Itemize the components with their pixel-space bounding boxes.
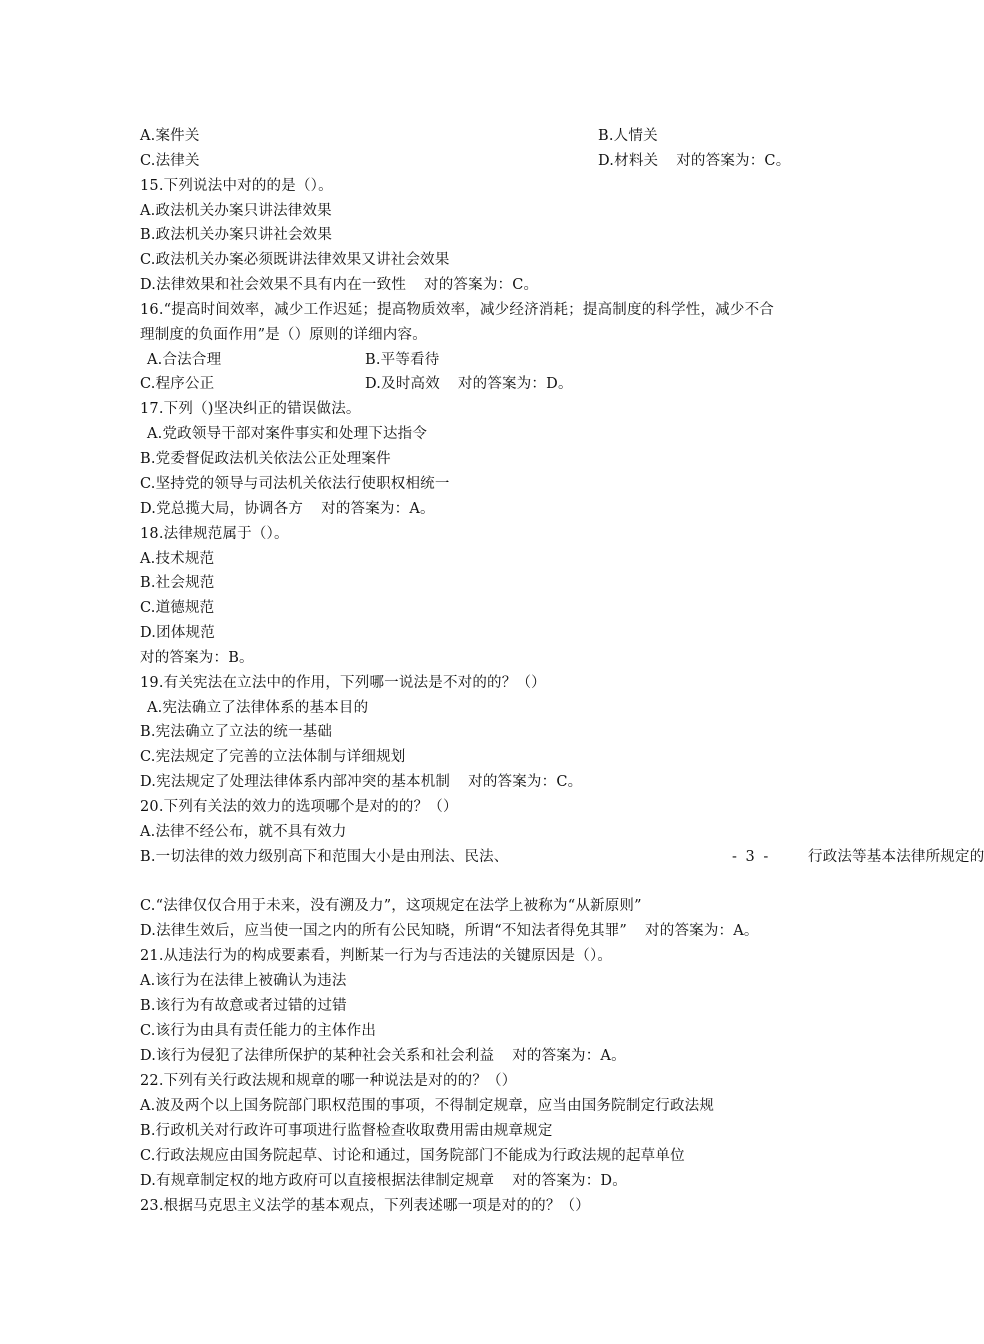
q20-option-b-row (140, 845, 984, 869)
q14-option-d-with-answer (598, 149, 790, 173)
q14-option-row-2 (140, 149, 791, 173)
q18-question: 18.法律规范属于（）。 (140, 526, 289, 542)
q20-question: 20.下列有关法的效力的选项哪个是对的的？（） (140, 799, 458, 815)
q16-option-c: C.程序公正 (140, 376, 215, 392)
q16-question-line-1: 16.“提高时间效率，减少工作迟延；提高物质效率，减少经济消耗；提高制度的科学性，减少不合 (140, 302, 774, 318)
q22-question: 22.下列有关行政法规和规章的哪一种说法是对的的？（） (140, 1073, 517, 1089)
q16-option-d: D.及时高效 (365, 376, 440, 392)
q21-option-b: B.该行为有故意或者过错的过错 (140, 998, 347, 1014)
q20-option-b: B.一切法律的效力级别高下和范围大小是由刑法、民法、 (140, 849, 509, 865)
q17-question: 17.下列（)坚决纠正的错误做法。 (140, 401, 361, 417)
q15-option-b: B.政法机关办案只讲社会效果 (140, 227, 333, 243)
q14-option-c: C.法律关 (140, 153, 200, 169)
q21-option-c: C.该行为由具有责任能力的主体作出 (140, 1023, 377, 1039)
q16-option-b: B.平等看待 (365, 352, 440, 368)
q21-option-d: D.该行为侵犯了法律所保护的某种社会关系和社会利益 (140, 1048, 495, 1064)
q19-option-b: B.宪法确立了立法的统一基础 (140, 724, 333, 740)
q14-option-d: D.材料关 (598, 153, 659, 169)
q18-option-b: B.社会规范 (140, 575, 215, 591)
q17-option-d-row (140, 497, 435, 521)
q15-option-d-row (140, 273, 538, 297)
q17-option-b: B.党委督促政法机关依法公正处理案件 (140, 451, 391, 467)
q15-option-a: A.政法机关办案只讲法律效果 (140, 203, 332, 219)
q15-option-c: C.政法机关办案必须既讲法律效果又讲社会效果 (140, 252, 450, 268)
q18-option-a: A.技术规范 (140, 551, 215, 567)
q17-answer: 对的答案为：A。 (321, 501, 435, 517)
q22-option-a: A.波及两个以上国务院部门职权范围的事项，不得制定规章，应当由国务院制定行政法规 (140, 1098, 715, 1114)
q14-option-b: B.人情关 (598, 128, 658, 144)
q19-option-d: D.宪法规定了处理法律体系内部冲突的基本机制 (140, 774, 451, 790)
q17-option-a: A.党政领导干部对案件事实和处理下达指令 (147, 426, 428, 442)
q19-question: 19.有关宪法在立法中的作用，下列哪一说法是不对的的？（） (140, 675, 546, 691)
q20-option-d-row (140, 919, 759, 943)
q16-option-a: A.合法合理 (147, 352, 222, 368)
q18-option-d: D.团体规范 (140, 625, 215, 641)
q20-option-d: D.法律生效后，应当使一国之内的所有公民知晓，所谓“不知法者得免其罪” (140, 923, 628, 939)
page-number: - 3 - (732, 849, 771, 865)
q19-option-c: C.宪法规定了完善的立法体制与详细规划 (140, 749, 406, 765)
q22-option-c: C.行政法规应由国务院起草、讨论和通过，国务院部门不能成为行政法规的起草单位 (140, 1148, 685, 1164)
q16-question-line-2: 理制度的负面作用”是（）原则的详细内容。 (140, 327, 427, 343)
q19-option-a: A.宪法确立了法律体系的基本目的 (147, 700, 369, 716)
q19-answer: 对的答案为：C。 (468, 774, 583, 790)
q14-answer: 对的答案为：C。 (676, 153, 791, 169)
q21-answer: 对的答案为：A。 (512, 1048, 626, 1064)
q21-option-d-row (140, 1044, 626, 1068)
q17-option-c: C.坚持党的领导与司法机关依法行使职权相统一 (140, 476, 450, 492)
q20-option-b-continued: 行政法等基本法律所规定的 (808, 849, 984, 865)
q22-option-d-row (140, 1169, 627, 1193)
q14-option-a: A.案件关 (140, 128, 200, 144)
q22-option-d: D.有规章制定权的地方政府可以直接根据法律制定规章 (140, 1173, 495, 1189)
q22-answer: 对的答案为：D。 (512, 1173, 627, 1189)
q20-answer: 对的答案为：A。 (645, 923, 759, 939)
q15-question: 15.下列说法中对的的是（）。 (140, 178, 333, 194)
q21-option-a: A.该行为在法律上被确认为违法 (140, 973, 347, 989)
q16-option-d-with-answer (365, 372, 573, 396)
q14-option-row-1 (140, 124, 658, 148)
q17-option-d: D.党总揽大局，协调各方 (140, 501, 304, 517)
q16-answer: 对的答案为：D。 (457, 376, 573, 392)
q18-option-c: C.道德规范 (140, 600, 215, 616)
q21-question: 21.从违法行为的构成要素看，判断某一行为与否违法的关键原因是（）。 (140, 948, 613, 964)
q20-option-c: C.“法律仅仅合用于未来，没有溯及力”，这项规定在法学上被称为“从新原则” (140, 898, 642, 914)
q22-option-b: B.行政机关对行政许可事项进行监督检查收取费用需由规章规定 (140, 1123, 553, 1139)
q23-question: 23.根据马克思主义法学的基本观点，下列表述哪一项是对的的？（） (140, 1198, 590, 1214)
q16-option-row-2 (140, 372, 573, 396)
q16-option-row-1 (147, 348, 440, 372)
q15-answer: 对的答案为：C。 (424, 277, 539, 293)
q15-option-d: D.法律效果和社会效果不具有内在一致性 (140, 277, 407, 293)
q19-option-d-row (140, 770, 582, 794)
q20-option-a: A.法律不经公布，就不具有效力 (140, 824, 347, 840)
q18-answer: 对的答案为：B。 (140, 650, 254, 666)
